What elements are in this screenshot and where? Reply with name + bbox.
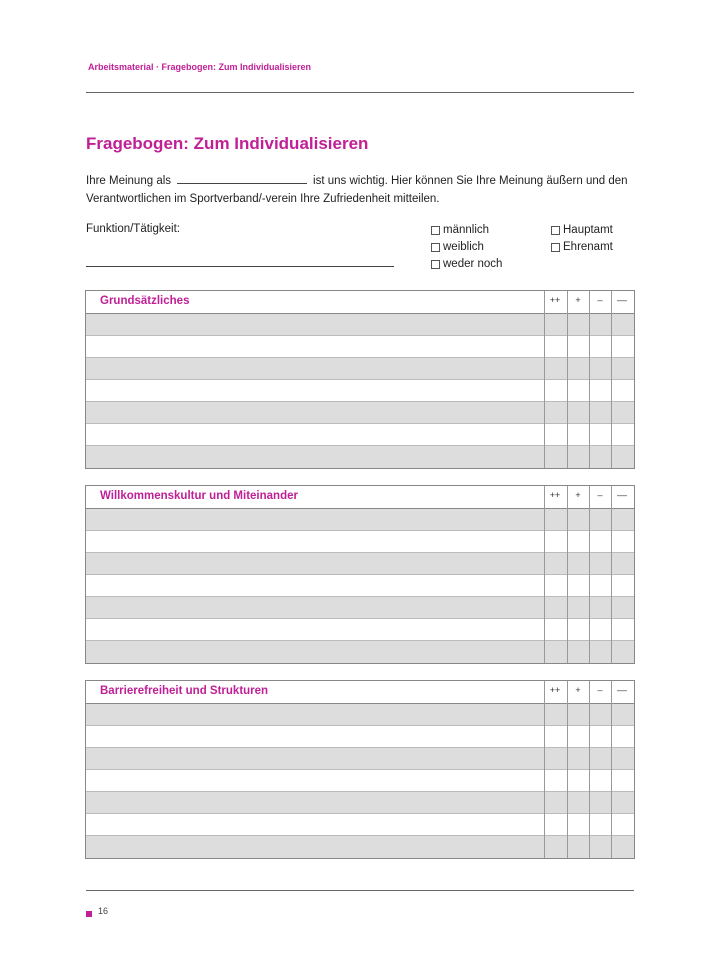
section-header	[86, 291, 634, 314]
intro-part2: ist uns wichtig. Hier können Sie Ihre Meinung äußern und den Verantwortlichen im Sportverband/-verein Ihre Zufriedenheit mitteilen.	[86, 175, 628, 205]
column-divider	[611, 486, 612, 663]
rating-plus-plus: ++	[549, 490, 561, 500]
section-title: Grundsätzliches	[100, 295, 190, 307]
column-divider	[611, 681, 612, 858]
table-row[interactable]	[86, 553, 634, 575]
section-grundsaetzliches	[85, 290, 635, 469]
table-row[interactable]	[86, 336, 634, 358]
running-head: Arbeitsmaterial · Fragebogen: Zum Individualisieren	[88, 62, 312, 72]
table-row[interactable]	[86, 402, 634, 424]
function-field-line[interactable]	[86, 266, 394, 267]
role-options	[551, 222, 613, 256]
rating-minus-minus: ––	[616, 295, 627, 305]
footer-rule	[86, 890, 634, 891]
section-title: Willkommenskultur und Miteinander	[100, 490, 298, 502]
rating-minus: –	[597, 295, 603, 305]
column-divider	[589, 291, 590, 468]
option-hauptamt[interactable]: Hauptamt	[551, 222, 613, 239]
page-title: Fragebogen: Zum Individualisieren	[86, 134, 369, 153]
option-weiblich[interactable]: weiblich	[431, 239, 502, 256]
page-number: 16	[98, 906, 109, 916]
table-row[interactable]	[86, 597, 634, 619]
section-header	[86, 486, 634, 509]
table-row[interactable]	[86, 641, 634, 663]
table-row[interactable]	[86, 424, 634, 446]
rating-plus-plus: ++	[549, 685, 561, 695]
checkbox-icon[interactable]	[551, 243, 560, 252]
table-row[interactable]	[86, 619, 634, 641]
checkbox-icon[interactable]	[431, 226, 440, 235]
checkbox-icon[interactable]	[431, 260, 440, 269]
table-row[interactable]	[86, 380, 634, 402]
column-divider	[611, 291, 612, 468]
table-row[interactable]	[86, 726, 634, 748]
table-row[interactable]	[86, 446, 634, 468]
option-maennlich[interactable]: männlich	[431, 222, 502, 239]
function-label: Funktion/Tätigkeit:	[86, 223, 180, 235]
role-blank-field[interactable]	[177, 172, 307, 184]
column-divider	[544, 291, 545, 468]
intro-text	[86, 172, 638, 208]
section-willkommenskultur	[85, 485, 635, 664]
checkbox-icon[interactable]	[431, 243, 440, 252]
intro-part1: Ihre Meinung als	[86, 175, 172, 187]
option-ehrenamt[interactable]: Ehrenamt	[551, 239, 613, 256]
table-row[interactable]	[86, 575, 634, 597]
section-barrierefreiheit	[85, 680, 635, 859]
table-row[interactable]	[86, 314, 634, 336]
rating-plus: +	[575, 490, 581, 500]
column-divider	[589, 486, 590, 663]
rating-minus-minus: ––	[616, 685, 627, 695]
table-row[interactable]	[86, 531, 634, 553]
table-row[interactable]	[86, 704, 634, 726]
column-divider	[544, 486, 545, 663]
gender-options	[431, 222, 502, 273]
table-row[interactable]	[86, 748, 634, 770]
rating-plus: +	[575, 295, 581, 305]
rating-plus-plus: ++	[549, 295, 561, 305]
table-row[interactable]	[86, 814, 634, 836]
table-row[interactable]	[86, 770, 634, 792]
table-row[interactable]	[86, 358, 634, 380]
column-divider	[567, 291, 568, 468]
footer-marker-icon	[86, 911, 92, 917]
header-rule	[86, 92, 634, 93]
table-row[interactable]	[86, 792, 634, 814]
column-divider	[567, 486, 568, 663]
section-header	[86, 681, 634, 704]
column-divider	[544, 681, 545, 858]
section-title: Barrierefreiheit und Strukturen	[100, 685, 269, 697]
rating-minus-minus: ––	[616, 490, 627, 500]
column-divider	[589, 681, 590, 858]
rating-minus: –	[597, 685, 603, 695]
table-row[interactable]	[86, 509, 634, 531]
checkbox-icon[interactable]	[551, 226, 560, 235]
rating-plus: +	[575, 685, 581, 695]
column-divider	[567, 681, 568, 858]
rating-minus: –	[597, 490, 603, 500]
table-row[interactable]	[86, 836, 634, 858]
option-weder-noch[interactable]: weder noch	[431, 256, 502, 273]
